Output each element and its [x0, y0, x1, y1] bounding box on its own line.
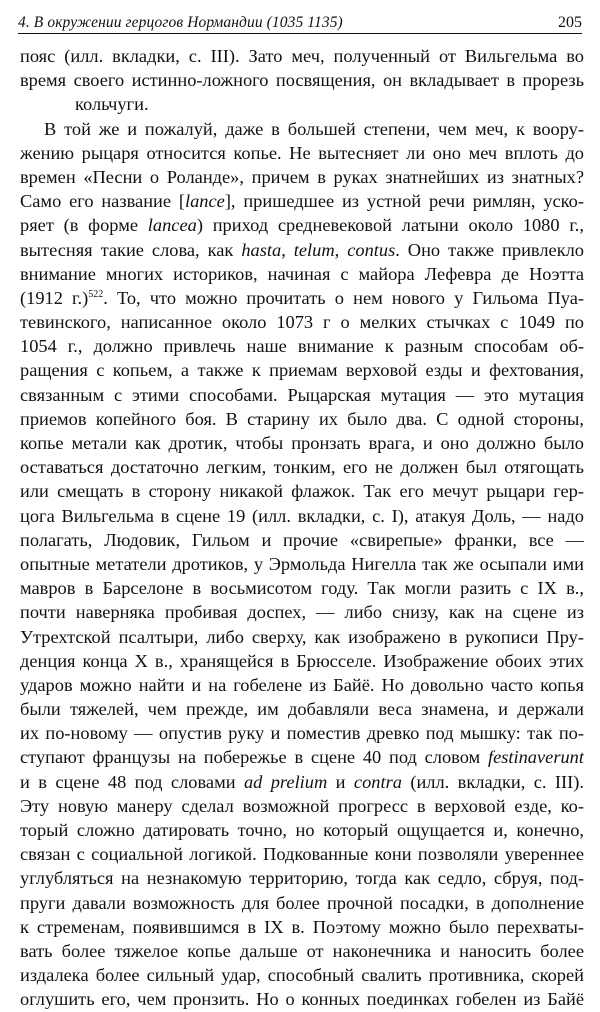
- text-line: почти наверняка пробивая доспех, — либо снизу, как на сцене из: [20, 602, 584, 623]
- latin-term: festinaverunt: [487, 747, 584, 768]
- text-line: к стременам, появившимся в IX в. Поэтому можно было перехваты-: [20, 916, 584, 937]
- text-line: тевинского, написанное около 1073 г о мелких стычках с 1049 по: [20, 312, 584, 333]
- text-line: ращения с копьем, а также к приемам верховой езды и фехтования,: [20, 360, 584, 381]
- page-number: 205: [558, 14, 582, 31]
- text-line: издалека более сильный удар, способный свалить противника, скорей: [20, 965, 584, 986]
- text-line: связанным с этими способами. Рыцарская мутация — это мутация: [20, 384, 584, 405]
- text-line: и в сцене 48 под словами ad prelium и contra (илл. вкладки, с. III).: [20, 771, 584, 792]
- text-line: приемов копейного боя. В старину их было два. С одной стороны,: [20, 408, 584, 429]
- text-line: оставаться достаточно легким, тонким, его не должен был отягощать: [20, 457, 584, 478]
- text-line: (1912 г.)$^{522}$. То, что можно прочитать о нем нового у Гильома Пуа-: [20, 287, 584, 308]
- text-line: внимание многих историков, начиная с майора Лефевра де Ноэтта: [20, 263, 584, 284]
- latin-term: contus: [347, 239, 396, 260]
- text-line: их по-новому — опустив руку и поместив древко под мышку: так по-: [20, 723, 584, 744]
- text-line: пруги давали возможность для более прочной посадки, в дополнение: [20, 892, 584, 913]
- latin-term: hasta: [241, 239, 282, 260]
- text-line: оглушить его, чем пронзить. Но о конных поединках гобелен из Байё: [20, 989, 584, 1010]
- text-line: кольчуги.: [75, 94, 149, 115]
- text-line: жению рыцаря относится копье. Не вытесняет ли оно меч вплоть до: [20, 142, 584, 163]
- text-line: или смещать в сторону никакой флажок. Так его мечут рыцари гер-: [20, 481, 584, 502]
- text-line: Утрехтской псалтыри, либо сверху, как изображено в рукописи Пру-: [20, 626, 584, 647]
- text-line: В той же и пожалуй, даже в большей степени, чем меч, к воору-: [44, 118, 584, 139]
- latin-term: telum: [293, 239, 335, 260]
- text-line: вать более тяжелое копье дальше от наконечника и наносить более: [20, 940, 584, 961]
- footnote-marker: 522: [88, 288, 104, 300]
- text-line: были тяжелей, чем прежде, им добавляли веса знамена, и держали: [20, 699, 584, 720]
- latin-term: ad prelium: [243, 771, 328, 792]
- text-line: времен «Песни о Роланде», причем в руках знатнейших из знатных?: [20, 166, 584, 187]
- text-line: ряет (в форме lancea) приход средневековой латыни около 1080 г.,: [20, 215, 584, 236]
- text-line: пояс (илл. вкладки, с. III). Зато меч, полученный от Вильгельма во: [20, 46, 584, 66]
- text-line: цога Вильгельма в сцене 19 (илл. вкладки, с. I), атакуя Доль, — надо: [20, 505, 584, 526]
- text-line: углубляться на незнакомую территорию, тогда как седло, сбруя, под-: [20, 868, 584, 889]
- text-line: Само его название [lance], пришедшее из устной речи римлян, уско-: [20, 191, 584, 212]
- text-line: 1054 г., должно привлечь наше внимание к разным способам об-: [20, 336, 584, 357]
- text-line: денция конца X в., хранящейся в Брюсселе. Изображение обоих этих: [20, 650, 584, 671]
- text-line: Эту новую манеру сделал возможной прогресс в верховой езде, ко-: [20, 795, 584, 816]
- text-line: ударов можно найти и на гобелене из Байё. Но довольно часто копья: [20, 674, 584, 695]
- text-line: время своего истинно-ложного посвящения, он вкладывает в прорезь: [20, 70, 584, 91]
- latin-term: contra: [353, 771, 402, 792]
- running-title: 4. В окружении герцогов Нормандии (1035 1135): [18, 14, 343, 31]
- text-line: мавров в Барселоне в восьмисотом году. Так могли разить с IX в.,: [20, 578, 584, 599]
- latin-term: lancea: [147, 215, 197, 236]
- text-line: копье метали как дротик, чтобы пронзать врага, и оно должно было: [20, 433, 584, 453]
- text-line: опытные метатели дротиков, у Эрмольда Нигелла так же осыпали ими: [20, 553, 584, 574]
- running-head: [18, 10, 582, 32]
- text-line: вытесняя такие слова, как hasta, telum, contus. Оно также привлекло: [20, 239, 584, 260]
- text-line: полагать, Людовик, Гильом и прочие «свирепые» франки, все —: [20, 529, 584, 550]
- latin-term: lance: [184, 191, 225, 212]
- header-rule: [18, 33, 582, 34]
- text-line: связан с социальной логикой. Подкованные кони позволяли увереннее: [20, 844, 584, 865]
- body-text: [20, 44, 584, 1012]
- text-line: торый сложно датировать точно, но который ощущается и, конечно,: [20, 820, 584, 840]
- text-line: ступают французы на побережье в сцене 40 под словом festinaverunt: [20, 747, 584, 768]
